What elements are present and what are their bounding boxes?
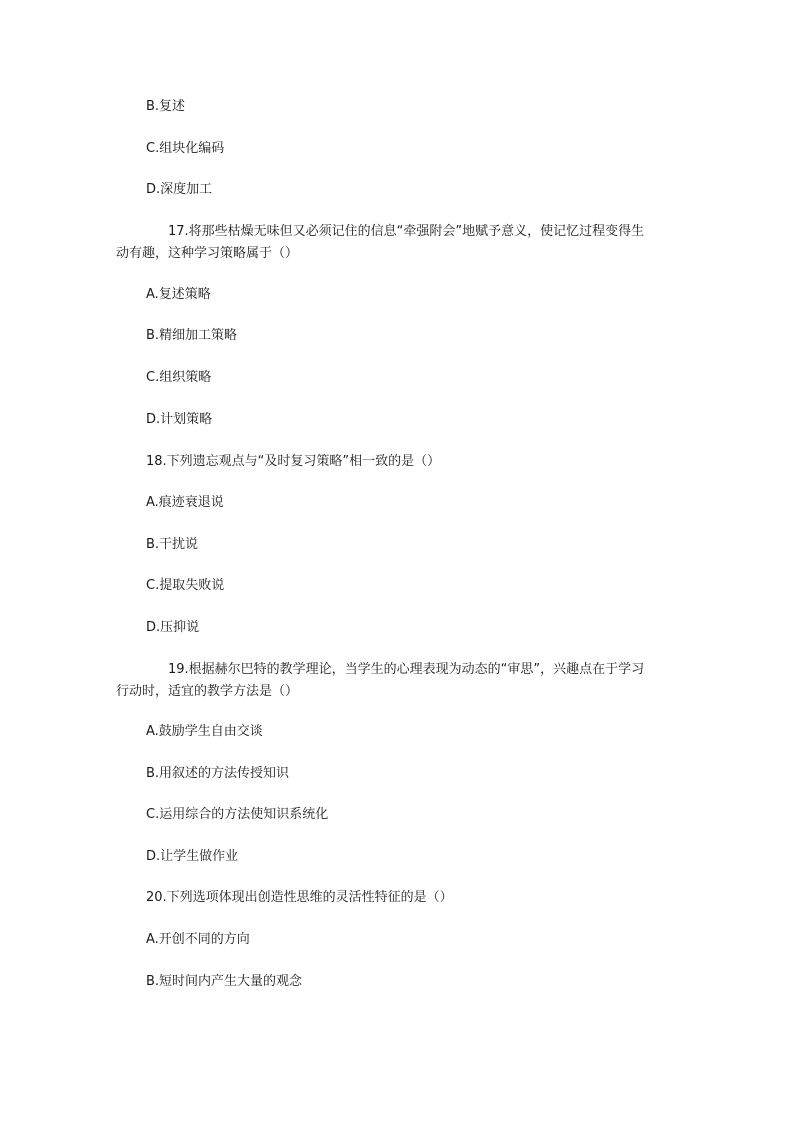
option-b-q17: B.精细加工策略 bbox=[146, 328, 238, 343]
option-d-q19: D.让学生做作业 bbox=[146, 849, 239, 864]
question-19-line1: 19.根据赫尔巴特的教学理论，当学生的心理表现为动态的“审思”，兴趣点在于学习 bbox=[168, 662, 645, 677]
question-19 bbox=[116, 661, 645, 701]
option-d-q18: D.压抑说 bbox=[146, 620, 200, 635]
option-a-q19: A.鼓励学生自由交谈 bbox=[146, 724, 263, 739]
option-b-q19: B.用叙述的方法传授知识 bbox=[146, 766, 290, 781]
question-17 bbox=[116, 223, 645, 263]
question-17-line2: 动有趣，这种学习策略属于（） bbox=[116, 246, 299, 261]
option-c-q19: C.运用综合的方法使知识系统化 bbox=[146, 807, 329, 822]
option-a-q18: A.痕迹衰退说 bbox=[146, 495, 224, 510]
question-20: 20.下列选项体现出创造性思维的灵活性特征的是（） bbox=[146, 890, 453, 905]
question-18: 18.下列遗忘观点与“及时复习策略”相一致的是（） bbox=[146, 454, 441, 469]
option-c-q18: C.提取失败说 bbox=[146, 578, 225, 593]
question-17-line1: 17.将那些枯燥无味但又必须记住的信息“牵强附会”地赋予意义，使记忆过程变得生 bbox=[168, 224, 645, 239]
option-b-q16: B.复述 bbox=[146, 99, 186, 114]
option-b-q18: B.干扰说 bbox=[146, 537, 199, 552]
option-d-q16: D.深度加工 bbox=[146, 182, 213, 197]
option-d-q17: D.计划策略 bbox=[146, 412, 213, 427]
option-c-q17: C.组织策略 bbox=[146, 370, 212, 385]
option-c-q16: C.组块化编码 bbox=[146, 141, 225, 156]
option-a-q17: A.复述策略 bbox=[146, 287, 211, 302]
option-a-q20: A.开创不同的方向 bbox=[146, 932, 250, 947]
question-19-line2: 行动时，适宜的教学方法是（） bbox=[116, 684, 299, 699]
option-b-q20: B.短时间内产生大量的观念 bbox=[146, 974, 303, 989]
